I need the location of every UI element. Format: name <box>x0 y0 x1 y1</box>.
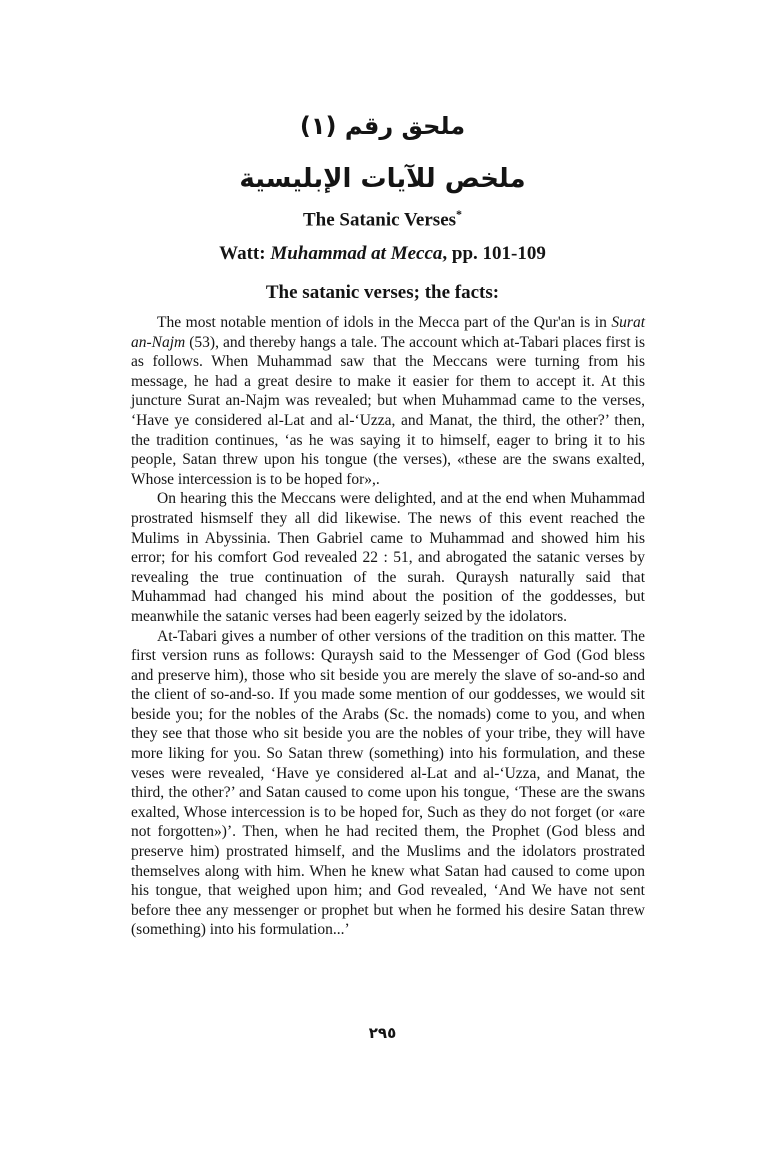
title-footnote-mark: * <box>456 207 463 221</box>
paragraph-1-italic: Surat an-Najm <box>131 314 645 351</box>
page-title <box>0 207 765 231</box>
paragraph-2: On hearing this the Meccans were delighted, and at the end when Muhammad prostrated hismself they all did likewise. The news of this event reached the Mulims in Abyssinia. Then Gabriel came to Muhammad and showed him his error; for his comfort God revealed 22 : 51, and abrogated the satanic verses by revealing the true continuation of the surah. Quraysh naturally said that Muhammad had changed his mind about the position of the goddesses, but meanwhile the satanic verses had been eagerly seized by the idolators. <box>131 490 645 625</box>
source-citation <box>0 243 765 265</box>
source-author: Watt: <box>219 243 271 264</box>
arabic-summary-heading: ملخص للآيات الإبليسية <box>239 164 526 194</box>
paragraph-1-rest: (53), and thereby hangs a tale. The account which at-Tabari places first is as follows. When Muhammad saw that the Meccans were turning from his message, he had a great desire to make it easier for them to accept it. At this juncture Surat an-Najm was revealed; but when Muhammad came to the verses, ‘Have ye considered al-Lat and al-‘Uzza, and Manat, the third, the other?’ then, the tradition continues, ‘as he was saying it to himself, eager to bring it to his people, Satan threw upon his tongue (the verses), «these are the swans exalted, Whose intercession is to be hoped for»,. <box>131 333 645 488</box>
arabic-appendix-heading: ملحق رقم (١) <box>299 112 466 140</box>
paragraph-1 <box>131 313 645 489</box>
section-heading: The satanic verses; the facts: <box>265 282 500 303</box>
body-text <box>131 313 645 940</box>
page-number: ٢٩٥ <box>368 1024 397 1042</box>
source-book-title: Muhammad at Mecca <box>270 243 443 264</box>
source-pages: , pp. 101-109 <box>442 243 546 264</box>
paragraph-3: At-Tabari gives a number of other versions of the tradition on this matter. The first version runs as follows: Quraysh said to the Messenger of God (God bless and preserve him), those who sit beside you are merely the slave of so-and-so and the client of so-and-so. If you made some mention of our goddesses, we would sit beside you; for the nobles of the Arabs (Sc. the nomads) come to you, and when they see that those who sit beside you are the nobles of your tribe, they will have more liking for you. So Satan threw (something) into his formulation, and these veses were revealed, ‘Have ye considered al-Lat and al-‘Uzza, and Manat, the third, the other?’ and Satan caused to come upon his tongue, ‘These are the swans exalted, Whose intercession is to be hoped for, Such as they do not forget (or «are not forgotten»)’. Then, when he had recited them, the Prophet (God bless and preserve him) prostrated himself, and the Muslims and the idolators prostrated themselves along with him. When he knew what Satan had caused to come upon his tongue, that weighed upon him; and God revealed, ‘And We have not sent before thee any messenger or prophet but when he formed his desire Satan threw (something) into his formulation...’ <box>131 627 645 939</box>
title-text: The Satanic Verses <box>302 209 457 231</box>
paragraph-1-start: The most notable mention of idols in the Mecca part of the Qur'an is in <box>157 314 612 331</box>
